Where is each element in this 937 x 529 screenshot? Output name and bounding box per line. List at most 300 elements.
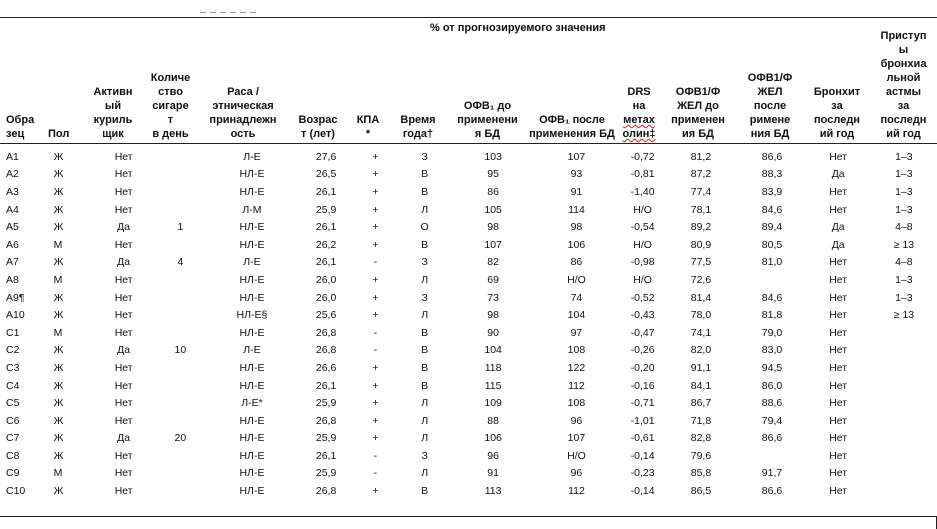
cell-cigs: 1 xyxy=(177,221,184,234)
cell-race: Л-Е* xyxy=(241,397,263,410)
cell-drs: -0,14 xyxy=(630,449,655,462)
cell-ratio_pre: 85,8 xyxy=(690,467,712,480)
cell-sample: C8 xyxy=(6,449,20,462)
cell-fev_post: Н/О xyxy=(567,449,586,462)
cell-asthma xyxy=(871,394,937,412)
cell-bronch: Нет xyxy=(829,432,848,445)
cell-age: 26,1 xyxy=(315,221,337,234)
cell-fev_pre: 104 xyxy=(484,344,502,357)
table-row xyxy=(0,166,937,184)
cell-drs: -0,16 xyxy=(630,379,655,392)
cell-fev_pre: 118 xyxy=(484,361,502,374)
cell-cigs xyxy=(152,201,208,219)
cell-season: В xyxy=(421,185,429,198)
cell-ratio_post: 81,0 xyxy=(761,256,783,269)
cell-smoker: Нет xyxy=(114,361,133,374)
cell-asthma: 1–3 xyxy=(895,185,913,198)
cell-season: Л xyxy=(421,309,429,322)
cell-ratio_post: 84,6 xyxy=(761,203,783,216)
table-row xyxy=(0,271,937,289)
cell-cigs xyxy=(152,394,208,412)
cell-sample: A7 xyxy=(6,256,19,269)
cell-fev_post: 108 xyxy=(567,397,586,410)
cell-cigs xyxy=(152,306,208,324)
cell-bronch: Нет xyxy=(829,150,848,163)
cell-kpa: + xyxy=(372,485,379,498)
header-bottom-rule xyxy=(0,143,937,144)
cell-ratio_pre: 89,2 xyxy=(690,221,712,234)
cell-sex: Ж xyxy=(53,397,64,410)
cell-race: НЛ-Е xyxy=(239,485,265,498)
column-header-label: ОФВ₁ до применени я БД xyxy=(457,100,518,140)
cell-ratio_post: 89,4 xyxy=(761,221,783,234)
cell-sex: Ж xyxy=(53,414,64,427)
column-header-asthma xyxy=(870,17,937,141)
cell-bronch: Нет xyxy=(829,449,848,462)
column-header-label: Приступ ы бронхиа льной астмы за последн ий год xyxy=(880,30,927,140)
cell-age: 26,1 xyxy=(315,379,337,392)
table-row xyxy=(0,183,937,201)
cell-fev_post: 122 xyxy=(567,361,586,374)
cell-ratio_pre: 81,2 xyxy=(690,150,712,163)
table-row xyxy=(0,430,937,448)
column-header-race xyxy=(199,17,287,141)
cell-sex: М xyxy=(53,326,63,339)
cell-asthma: 1–3 xyxy=(895,203,913,216)
table-row xyxy=(0,394,937,412)
cell-drs: Н/О xyxy=(633,273,652,286)
cell-ratio_post xyxy=(738,447,805,465)
cell-fev_post: 96 xyxy=(570,467,583,480)
cell-sample: A5 xyxy=(6,221,19,234)
table-row xyxy=(0,289,937,307)
cell-season: Л xyxy=(421,203,429,216)
cell-cigs xyxy=(152,148,208,166)
cell-drs: -0,81 xyxy=(630,168,655,181)
cell-cigs: 20 xyxy=(174,432,187,445)
cell-asthma xyxy=(871,412,937,430)
cell-sample: A3 xyxy=(6,185,19,198)
cell-ratio_pre: 71,8 xyxy=(690,414,712,427)
table-row xyxy=(0,324,937,342)
cell-bronch: Нет xyxy=(829,485,848,498)
cell-drs: Н/О xyxy=(633,238,652,251)
column-header-fev_post xyxy=(526,17,618,141)
cell-season: В xyxy=(421,379,429,392)
cell-ratio_pre: 81,4 xyxy=(690,291,712,304)
column-header-kpa xyxy=(349,17,387,141)
cell-ratio_pre: 91,1 xyxy=(690,361,712,374)
column-header-age xyxy=(287,17,349,141)
cell-ratio_post: 86,6 xyxy=(761,150,783,163)
cell-fev_post: 97 xyxy=(570,326,583,339)
cell-fev_pre: 107 xyxy=(484,238,502,251)
cell-ratio_pre: 82,8 xyxy=(690,432,712,445)
cell-kpa: + xyxy=(372,414,379,427)
cell-age: 25,9 xyxy=(315,432,337,445)
column-header-ratio_post xyxy=(736,17,804,141)
cell-fev_post: 91 xyxy=(570,185,583,198)
cell-fev_pre: 103 xyxy=(484,150,502,163)
cell-race: НЛ-Е xyxy=(239,168,265,181)
cell-season: З xyxy=(421,150,428,163)
cell-sex: Ж xyxy=(53,291,64,304)
cell-smoker: Да xyxy=(117,432,131,445)
cell-ratio_post: 79,4 xyxy=(761,414,783,427)
cell-bronch: Нет xyxy=(829,361,848,374)
cell-kpa: + xyxy=(372,185,379,198)
column-header-label: ОФВ₁ после применения БД xyxy=(529,114,615,140)
cell-age: 25,6 xyxy=(315,309,337,322)
cell-ratio_post: 84,6 xyxy=(761,291,783,304)
cell-age: 26,8 xyxy=(315,344,337,357)
column-header-sex xyxy=(42,17,84,141)
table-row xyxy=(0,465,937,483)
cell-race: НЛ-Е xyxy=(239,449,265,462)
cell-sex: М xyxy=(53,273,63,286)
cell-sex: Ж xyxy=(53,344,64,357)
cell-smoker: Нет xyxy=(114,168,133,181)
cell-fev_post: Н/О xyxy=(567,273,586,286)
cell-fev_pre: 105 xyxy=(484,203,502,216)
column-header-label: DRS на метах олин‡ xyxy=(622,86,656,140)
table-row xyxy=(0,201,937,219)
cell-kpa: + xyxy=(372,361,379,374)
cell-fev_post: 96 xyxy=(570,414,583,427)
cell-kpa: + xyxy=(372,238,379,251)
cell-season: В xyxy=(421,361,429,374)
cell-race: НЛ-Е xyxy=(239,221,265,234)
column-header-smoker xyxy=(84,17,142,141)
cell-bronch: Нет xyxy=(829,309,848,322)
cell-sample: C1 xyxy=(6,326,20,339)
cell-ratio_post: 81,8 xyxy=(761,309,783,322)
cell-season: З xyxy=(421,291,428,304)
cell-cigs xyxy=(152,482,208,500)
table-row xyxy=(0,482,937,500)
cell-cigs xyxy=(152,236,208,254)
table-row xyxy=(0,236,937,254)
column-header-label: Возрас т (лет) xyxy=(298,114,338,140)
cell-ratio_post: 91,7 xyxy=(761,467,783,480)
cell-fev_post: 112 xyxy=(568,379,585,392)
cell-race: НЛ-Е xyxy=(239,379,265,392)
cell-kpa: + xyxy=(372,221,379,234)
cell-smoker: Нет xyxy=(114,291,133,304)
table-row xyxy=(0,359,937,377)
cell-season: В xyxy=(421,485,429,498)
cell-race: НЛ-Е xyxy=(239,326,265,339)
cell-kpa: + xyxy=(372,397,379,410)
cell-smoker: Да xyxy=(117,221,131,234)
cell-season: Л xyxy=(421,414,429,427)
cell-ratio_post: 83,9 xyxy=(761,185,783,198)
cell-race: Л-Е xyxy=(243,256,261,269)
cell-sample: C4 xyxy=(6,379,20,392)
cell-fev_post: 104 xyxy=(567,309,586,322)
cell-bronch: Нет xyxy=(829,256,848,269)
cell-fev_post: 74 xyxy=(570,291,583,304)
cell-bronch: Да xyxy=(831,238,845,251)
cell-smoker: Нет xyxy=(114,309,133,322)
cell-asthma: 4–8 xyxy=(895,221,913,234)
column-header-label: ОФВ1/Ф ЖЕЛ после римене ния БД xyxy=(747,72,793,140)
cell-sample: A4 xyxy=(6,203,19,216)
cell-season: Л xyxy=(421,397,429,410)
cell-fev_pre: 91 xyxy=(487,467,499,480)
cell-kpa: - xyxy=(373,467,378,480)
cell-season: Л xyxy=(421,432,429,445)
cell-bronch: Нет xyxy=(829,203,848,216)
cell-sample: C6 xyxy=(6,414,20,427)
cell-sex: Ж xyxy=(53,185,64,198)
cell-sex: Ж xyxy=(53,485,64,498)
cell-smoker: Нет xyxy=(114,273,133,286)
column-header-drs xyxy=(618,17,660,141)
cell-race: НЛ-Е xyxy=(239,291,265,304)
cell-bronch: Нет xyxy=(829,185,848,198)
cell-smoker: Нет xyxy=(114,326,133,339)
cell-age: 26,5 xyxy=(315,168,337,181)
cell-season: З xyxy=(421,256,428,269)
cell-race: НЛ-Е§ xyxy=(236,309,268,322)
cell-race: Л-М xyxy=(242,203,262,216)
table-row xyxy=(0,148,937,166)
cell-kpa: - xyxy=(373,449,378,462)
column-header-ratio_pre xyxy=(660,17,736,141)
cell-asthma xyxy=(871,359,937,377)
cell-drs: -0,71 xyxy=(630,397,655,410)
data-table-body xyxy=(0,148,937,500)
cell-cigs xyxy=(152,289,208,307)
cell-bronch: Нет xyxy=(829,291,848,304)
cell-ratio_post: 94,5 xyxy=(761,361,783,374)
cell-sex: М xyxy=(53,238,63,251)
cell-smoker: Да xyxy=(117,344,131,357)
cell-smoker: Нет xyxy=(114,203,133,216)
cell-sex: М xyxy=(53,467,63,480)
column-header-fev_pre xyxy=(449,17,526,141)
cell-cigs xyxy=(152,447,208,465)
cell-age: 25,9 xyxy=(315,467,337,480)
cell-smoker: Нет xyxy=(114,485,133,498)
cell-asthma xyxy=(871,430,937,448)
cell-fev_pre: 115 xyxy=(484,379,502,392)
cell-asthma xyxy=(871,324,937,342)
cell-race: НЛ-Е xyxy=(239,414,265,427)
cell-asthma: 4–8 xyxy=(895,256,913,269)
cell-fev_pre: 86 xyxy=(487,185,499,198)
cell-drs: -0,26 xyxy=(630,344,655,357)
cell-asthma: ≥ 13 xyxy=(893,238,915,251)
cell-cigs xyxy=(152,183,208,201)
cell-sample: C2 xyxy=(6,344,20,357)
cell-ratio_pre: 77,5 xyxy=(690,256,712,269)
column-header-label: Пол xyxy=(48,128,70,140)
cell-ratio_post: 88,6 xyxy=(761,397,783,410)
cell-age: 26,0 xyxy=(315,273,337,286)
cell-fev_post: 93 xyxy=(570,168,583,181)
cell-bronch: Да xyxy=(831,168,845,181)
cell-drs: -0,98 xyxy=(630,256,655,269)
cell-asthma xyxy=(871,465,937,483)
cell-drs: -0,47 xyxy=(630,326,655,339)
cell-sex: Ж xyxy=(53,432,64,445)
column-header-cigs xyxy=(142,17,199,141)
cell-bronch: Нет xyxy=(829,326,848,339)
cell-fev_post: 112 xyxy=(568,485,585,498)
column-header-label: ОФВ1/Ф ЖЕЛ до применен ия БД xyxy=(671,86,725,140)
cell-cigs xyxy=(152,465,208,483)
cell-sample: A9¶ xyxy=(6,291,25,304)
cell-ratio_post: 83,0 xyxy=(761,344,783,357)
cell-asthma: 1–3 xyxy=(895,273,913,286)
cell-cigs: 4 xyxy=(177,256,184,269)
cell-ratio_pre: 74,1 xyxy=(690,326,712,339)
cell-kpa: + xyxy=(372,168,379,181)
cell-asthma xyxy=(871,482,937,500)
cell-ratio_pre: 82,0 xyxy=(690,344,712,357)
cell-age: 25,9 xyxy=(315,203,337,216)
cell-cigs: 10 xyxy=(174,344,187,357)
cell-bronch: Нет xyxy=(829,344,848,357)
cell-season: В xyxy=(421,344,429,357)
cell-fev_post: 108 xyxy=(567,344,586,357)
cell-fev_post: 114 xyxy=(568,203,585,216)
cell-fev_pre: 73 xyxy=(487,291,499,304)
cell-fev_post: 107 xyxy=(567,432,586,445)
cell-sex: Ж xyxy=(53,150,64,163)
cell-season: В xyxy=(421,326,429,339)
cell-sex: Ж xyxy=(53,361,64,374)
cell-bronch: Нет xyxy=(829,467,848,480)
cell-fev_pre: 109 xyxy=(484,397,502,410)
cell-fev_pre: 95 xyxy=(487,168,499,181)
cell-sample: A6 xyxy=(6,238,19,251)
cell-ratio_pre: 79,6 xyxy=(690,449,712,462)
cell-ratio_pre: 80,9 xyxy=(690,238,712,251)
cell-cigs xyxy=(152,412,208,430)
cell-drs: -0,23 xyxy=(630,467,655,480)
cell-fev_post: 86 xyxy=(570,256,583,269)
cell-kpa: + xyxy=(372,291,379,304)
cell-fev_pre: 106 xyxy=(484,432,502,445)
cell-sex: Ж xyxy=(53,379,64,392)
column-header-label: Количе ство сигаре т в день xyxy=(150,72,191,140)
cell-cigs xyxy=(152,377,208,395)
cell-drs: -0,52 xyxy=(630,291,655,304)
column-header-label: Бронхит за последн ий год xyxy=(813,86,861,140)
cell-age: 27,6 xyxy=(315,150,337,163)
table-row xyxy=(0,218,937,236)
cell-fev_post: 107 xyxy=(567,150,586,163)
cell-season: В xyxy=(421,238,429,251)
cell-smoker: Нет xyxy=(114,467,133,480)
cell-season: Л xyxy=(421,273,429,286)
cell-ratio_post: 80,5 xyxy=(761,238,783,251)
cell-race: НЛ-Е xyxy=(239,238,265,251)
cell-kpa: + xyxy=(372,432,379,445)
cell-drs: Н/О xyxy=(633,203,652,216)
cell-drs: -0,14 xyxy=(630,485,655,498)
cell-age: 26,8 xyxy=(315,414,337,427)
cell-age: 26,0 xyxy=(315,291,337,304)
cell-ratio_pre: 78,1 xyxy=(690,203,712,216)
column-header-season xyxy=(387,17,449,141)
cell-fev_post: 106 xyxy=(567,238,586,251)
column-header-label: КПА * xyxy=(356,114,380,140)
column-header-sample xyxy=(0,17,42,141)
cell-race: НЛ-Е xyxy=(239,432,265,445)
cell-sample: A8 xyxy=(6,273,19,286)
cell-age: 26,8 xyxy=(315,326,337,339)
cell-race: НЛ-Е xyxy=(239,273,265,286)
cell-asthma: 1–3 xyxy=(895,150,913,163)
table-row xyxy=(0,306,937,324)
cell-smoker: Нет xyxy=(114,414,133,427)
cell-race: Л-Е xyxy=(243,344,261,357)
table-row xyxy=(0,447,937,465)
cell-drs: -0,43 xyxy=(630,309,655,322)
cell-smoker: Нет xyxy=(114,397,133,410)
cell-cigs xyxy=(152,271,208,289)
cell-ratio_pre: 87,2 xyxy=(690,168,712,181)
cell-smoker: Нет xyxy=(114,449,133,462)
cell-ratio_post: 79,0 xyxy=(761,326,783,339)
cell-age: 26,8 xyxy=(315,485,337,498)
cell-ratio_pre: 72,6 xyxy=(690,273,712,286)
cell-fev_pre: 113 xyxy=(484,485,502,498)
cell-kpa: + xyxy=(372,273,379,286)
cell-sample: C3 xyxy=(6,361,20,374)
cell-age: 25,9 xyxy=(315,397,337,410)
column-header-label: Раса / этническая принадлежн ость xyxy=(209,86,277,140)
cell-ratio_post: 86,6 xyxy=(761,485,783,498)
cell-age: 26,1 xyxy=(315,449,337,462)
header-group-label: % от прогнозируемого значения xyxy=(430,22,606,34)
cell-bronch: Нет xyxy=(829,273,848,286)
cell-cigs xyxy=(152,324,208,342)
cell-race: НЛ-Е xyxy=(239,185,265,198)
cell-drs: -1,40 xyxy=(630,185,655,198)
table-bottom-rule xyxy=(0,516,937,517)
cell-bronch: Да xyxy=(831,221,845,234)
cell-age: 26,6 xyxy=(315,361,337,374)
cell-sex: Ж xyxy=(53,256,64,269)
cell-kpa: + xyxy=(372,203,379,216)
cell-drs: -0,72 xyxy=(630,150,655,163)
cell-drs: -0,20 xyxy=(630,361,655,374)
table-row xyxy=(0,377,937,395)
column-header-label: Активн ый куриль щик xyxy=(93,86,133,140)
cell-fev_post: 98 xyxy=(570,221,583,234)
cell-race: НЛ-Е xyxy=(239,467,265,480)
cell-sex: Ж xyxy=(53,168,64,181)
cell-drs: -1,01 xyxy=(630,414,655,427)
cell-asthma: ≥ 13 xyxy=(893,309,915,322)
cell-smoker: Нет xyxy=(114,379,133,392)
cell-smoker: Нет xyxy=(114,238,133,251)
cell-ratio_pre: 86,7 xyxy=(690,397,712,410)
column-header-bronch xyxy=(804,17,870,141)
cell-asthma xyxy=(871,377,937,395)
cell-season: З xyxy=(421,449,428,462)
cell-cigs xyxy=(152,359,208,377)
cell-bronch: Нет xyxy=(829,397,848,410)
table-row xyxy=(0,412,937,430)
cell-season: В xyxy=(421,168,429,181)
cell-smoker: Нет xyxy=(114,150,133,163)
